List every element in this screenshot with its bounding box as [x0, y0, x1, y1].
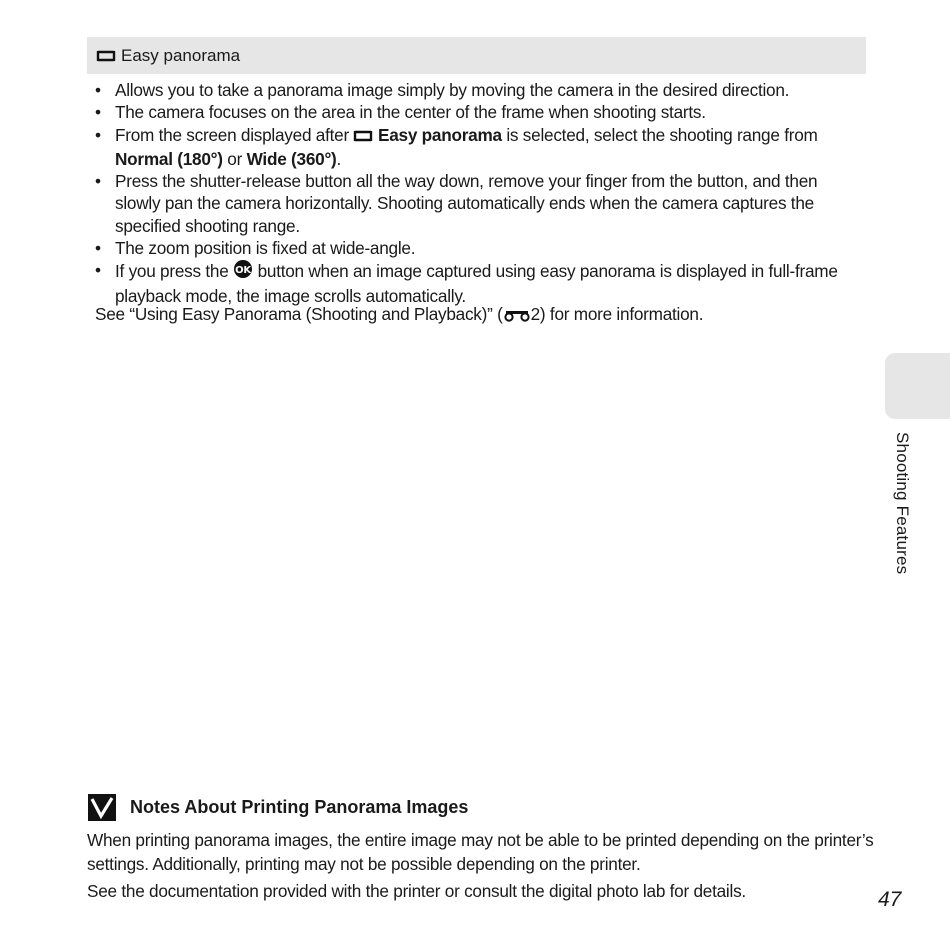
list-item: • The zoom position is fixed at wide-angle.	[95, 237, 865, 259]
panorama-icon	[353, 126, 373, 148]
reference-text: See “Using Easy Panorama (Shooting and Playback)” (	[95, 304, 503, 324]
list-item: • Press the shutter-release button all the way down, remove your finger from the button, and then slowly pan the camera horizontally. Shooting automatically ends when the camera captures the specified shooting range.	[95, 170, 865, 237]
reference-section-icon	[503, 305, 531, 327]
notes-paragraph: See the documentation provided with the printer or consult the digital photo lab for details.	[87, 881, 746, 901]
notes-paragraph: When printing panorama images, the entire image may not be able to be printed depending on the printer’s settings. Additionally, printing may not be possible depending on the printer.	[87, 830, 874, 874]
reference-text: ) for more information.	[539, 304, 704, 324]
menu-option-name: Easy panorama	[378, 124, 502, 145]
range-option-wide: Wide (360°)	[246, 148, 337, 169]
list-item: • The camera focuses on the area in the center of the frame when shooting starts.	[95, 101, 865, 123]
list-item	[95, 259, 865, 307]
reference-note	[95, 303, 865, 327]
chapter-label: Shooting Features	[893, 432, 912, 575]
svg-text:OK: OK	[235, 265, 251, 277]
bullet-text: or	[227, 148, 243, 169]
bullet-text: If you press the	[115, 261, 229, 282]
panorama-icon	[96, 49, 116, 63]
bullet-text: is selected, select the shooting range from	[506, 124, 818, 145]
section-title: Easy panorama	[121, 45, 241, 65]
reference-page: 2	[530, 304, 540, 324]
bullet-text: button when an image captured using easy panorama is displayed in full-frame playback mode, the image scrolls automatically.	[115, 261, 838, 306]
ok-button-icon	[233, 259, 253, 284]
notes-title: Notes About Printing Panorama Images	[130, 796, 469, 817]
list-item	[95, 124, 865, 171]
range-option-normal: Normal (180°)	[115, 148, 223, 169]
notes-body	[87, 829, 877, 908]
note-check-icon	[87, 792, 117, 822]
chapter-tab	[885, 353, 950, 419]
list-item: • Allows you to take a panorama image simply by moving the camera in the desired direction.	[95, 79, 865, 101]
section-header	[87, 37, 866, 74]
bullet-text: .	[336, 148, 342, 169]
bullet-text: From the screen displayed after	[115, 124, 349, 145]
feature-bullet-list	[95, 79, 865, 307]
notes-heading	[87, 792, 468, 822]
page-number: 47	[878, 888, 902, 911]
